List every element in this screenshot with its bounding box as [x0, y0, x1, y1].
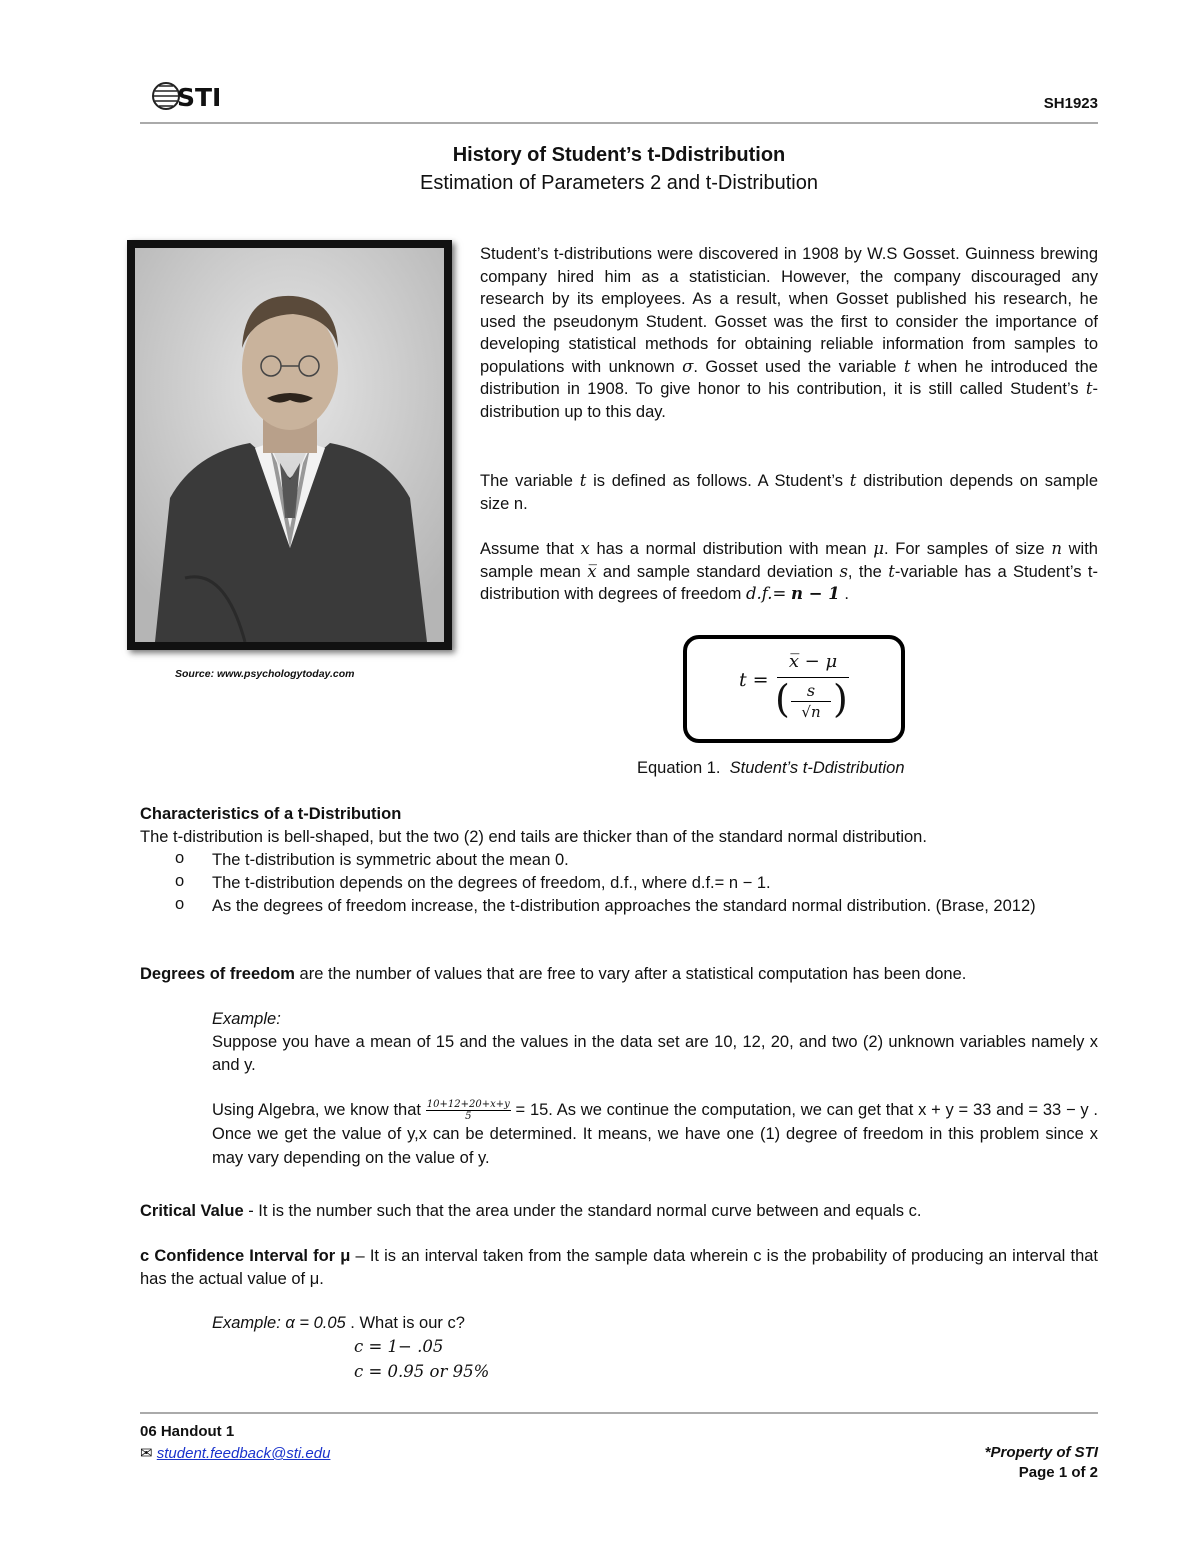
- bullet-marker: o: [175, 872, 185, 890]
- equation-left-paren: (: [775, 677, 790, 721]
- portrait-photo: [127, 240, 452, 650]
- dof-definition: Degrees of freedom are the number of values that are free to vary after a statistical computation has been done.: [140, 965, 967, 983]
- critical-value-definition: Critical Value - It is the number such that the area under the standard normal curve between and equals c.: [140, 1202, 922, 1220]
- algebra-fraction: $\frac{10+12+20+x+y}{5}$: [426, 1099, 510, 1123]
- intro-paragraph: Student’s t-distributions were discovered in 1908 by W.S Gosset. Guinness brewing company hired him as a statistician. However, the company discouraged any research by its employees. As a result, when Gosset published his research, he used the pseudonym Student. Gosset was the first to consider the importance of developing statistical methods for obtaining reliable information from samples to populations with unknown σ. Gosset used the variable t when he introduced the distribution in 1908. To give honor to his contribution, it is still called Student’s t-distribution up to this day.: [480, 245, 1098, 421]
- email-link[interactable]: student.feedback@sti.edu: [156, 1445, 331, 1462]
- handout-label: 06 Handout 1: [140, 1423, 235, 1440]
- confidence-interval-definition: c Confidence Interval for μ – It is an interval taken from the sample data wherein c is the probability of producing an interval that has the actual value of μ.: [140, 1247, 1099, 1288]
- svg-text:STI: STI: [177, 83, 222, 112]
- page-subtitle: Estimation of Parameters 2 and t-Distribution: [420, 172, 818, 194]
- globe-icon: [153, 83, 179, 109]
- dof-algebra-text: Using Algebra, we know that $\frac{10+12+20+x+y}{5}$ = 15. As we continue the computation, we can get that x + y = 33 and = 33 − y . Once we get the value of y,x can be determined. It means, we have one (1) degree of freedom in this problem since x may vary depending on the value of y.: [212, 1099, 1098, 1168]
- dof-example-label: Example:: [212, 1010, 281, 1028]
- variable-definition-paragraph: The variable t is defined as follows. A Student’s t distribution depends on sample size n.: [480, 471, 1098, 513]
- equation-inner-fraction-bar: [791, 701, 831, 702]
- bullet-marker: o: [175, 895, 185, 913]
- page-number: Page 1 of 2: [1018, 1464, 1098, 1481]
- assumption-paragraph: Assume that x has a normal distribution with mean μ. For samples of size n with sample mean x̅ and sample standard deviation s, the t-variable has a Student’s t-distribution with degrees of freedom d.f.= n − 1 .: [480, 539, 1098, 603]
- ci-step-2: c = 0.95 or 95%: [354, 1362, 490, 1381]
- characteristic-item: The t-distribution is symmetric about the mean 0.: [212, 851, 569, 869]
- characteristics-heading: Characteristics of a t-Distribution: [140, 805, 402, 823]
- footer-email: [140, 1444, 330, 1462]
- equation-caption: Equation 1. Student’s t-Ddistribution: [637, 759, 905, 777]
- bullet-marker: o: [175, 849, 185, 867]
- ci-example: Example: α = 0.05 . What is our c?: [212, 1314, 465, 1332]
- characteristic-item: The t-distribution depends on the degrees of freedom, d.f., where d.f.= n − 1.: [212, 874, 771, 892]
- page-title: History of Student’s t-Ddistribution: [452, 144, 786, 166]
- equation-right-paren: ): [833, 677, 848, 721]
- document-code: SH1923: [1043, 95, 1098, 112]
- equation-lhs: t =: [739, 669, 769, 691]
- characteristics-intro: The t-distribution is bell-shaped, but the two (2) end tails are thicker than of the standard normal distribution.: [140, 828, 927, 846]
- characteristic-item: As the degrees of freedom increase, the t-distribution approaches the standard normal distribution. (Brase, 2012): [212, 897, 1036, 915]
- equation-numerator: x̅ − μ: [788, 651, 838, 672]
- equation-box: [683, 635, 905, 743]
- mail-icon: ✉: [140, 1445, 153, 1462]
- sti-logo: [150, 80, 240, 112]
- footer-divider: [140, 1412, 1098, 1414]
- ci-step-1: c = 1− .05: [354, 1337, 444, 1356]
- equation-root-n: √n: [801, 703, 821, 721]
- equation-s: s: [806, 681, 816, 700]
- header-divider: [140, 122, 1098, 124]
- property-label: *Property of STI: [984, 1444, 1098, 1461]
- dof-example-text: Suppose you have a mean of 15 and the values in the data set are 10, 12, 20, and two (2) unknown variables namely x and y.: [212, 1033, 1098, 1074]
- photo-source-caption: Source: www.psychologytoday.com: [175, 668, 355, 680]
